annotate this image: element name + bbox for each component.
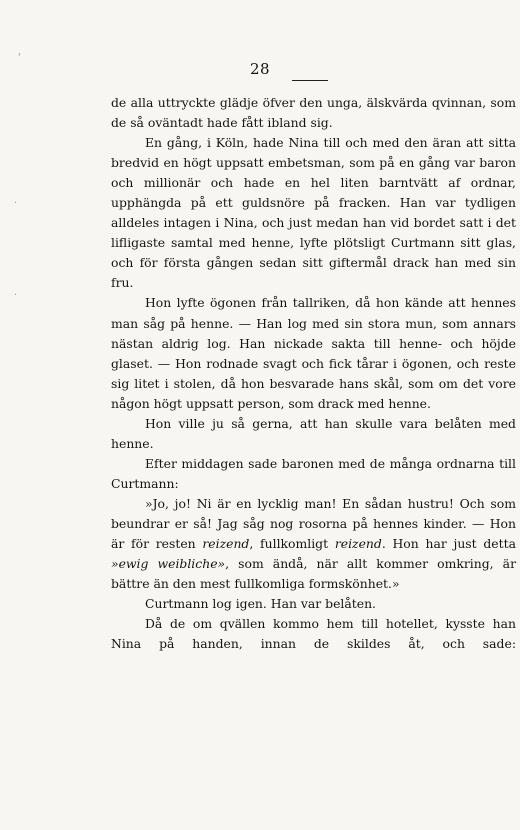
italic-run: reizend [202, 536, 250, 552]
paragraph: Då de om qvällen kommo hem till hotellet, kysste han Nina på handen, innan de skildes åt, och sade: [111, 616, 516, 652]
paragraph [111, 494, 516, 594]
margin-specks: ' [18, 52, 21, 63]
paragraph: En gång, i Köln, hade Nina till och med den äran att sitta bredvid en högt uppsatt embetsman, som på en gång var baron och millionär och hade en hel liten barntvätt af ordnar, upphängda på ett guldsnöre på fracken. Han var tydligen alldeles intagen i Nina, och just medan han vid bordet satt i det lifligaste samtal med henne, lyfte plötsligt Curtmann sitt glas, och för första gången sedan sitt giftermål drack han med sin fru. [111, 135, 516, 291]
paragraph: de alla uttryckte glädje öfver den unga, älskvärda qvinnan, som de så oväntadt hade fått ibland sig. [111, 95, 516, 131]
page-number-rule [292, 80, 328, 81]
text-run: , som ändå, när allt kommer omkring, är bättre än den mest fullkomliga formskönhet.» [111, 556, 516, 592]
italic-run: »ewig weibliche» [111, 556, 226, 572]
italic-run: reizend [334, 536, 382, 552]
text-run: . Hon har just detta [381, 536, 516, 552]
text-run: »Jo, jo! Ni är en lycklig man! En sådan hustru! Och som beundrar er så! Jag såg nog rosorna på hennes kinder. — Hon är för resten [111, 495, 516, 552]
body-text [111, 93, 516, 654]
margin-specks: · [14, 198, 18, 209]
page-number: 28 [249, 60, 271, 78]
text-run: , fullkomligt [249, 536, 335, 552]
paragraph: Efter middagen sade baronen med de många ordnarna till Curtmann: [111, 455, 516, 491]
paragraph: Curtmann log igen. Han var belåten. [145, 596, 376, 612]
paragraph: Hon ville ju så gerna, att han skulle vara belåten med henne. [111, 415, 516, 451]
paragraph: Hon lyfte ögonen från tallriken, då hon kände att hennes man såg på henne. — Han log med sin stora mun, som annars nästan aldrig log. Han nickade sakta till henne- och höjde glaset. — Hon rodnade svagt och fick tårar i ögonen, och reste sig litet i stolen, då hon besvarade hans skål, som om det vore någon högt uppsatt person, som drack med henne. [111, 295, 516, 411]
margin-specks: · [14, 290, 18, 301]
